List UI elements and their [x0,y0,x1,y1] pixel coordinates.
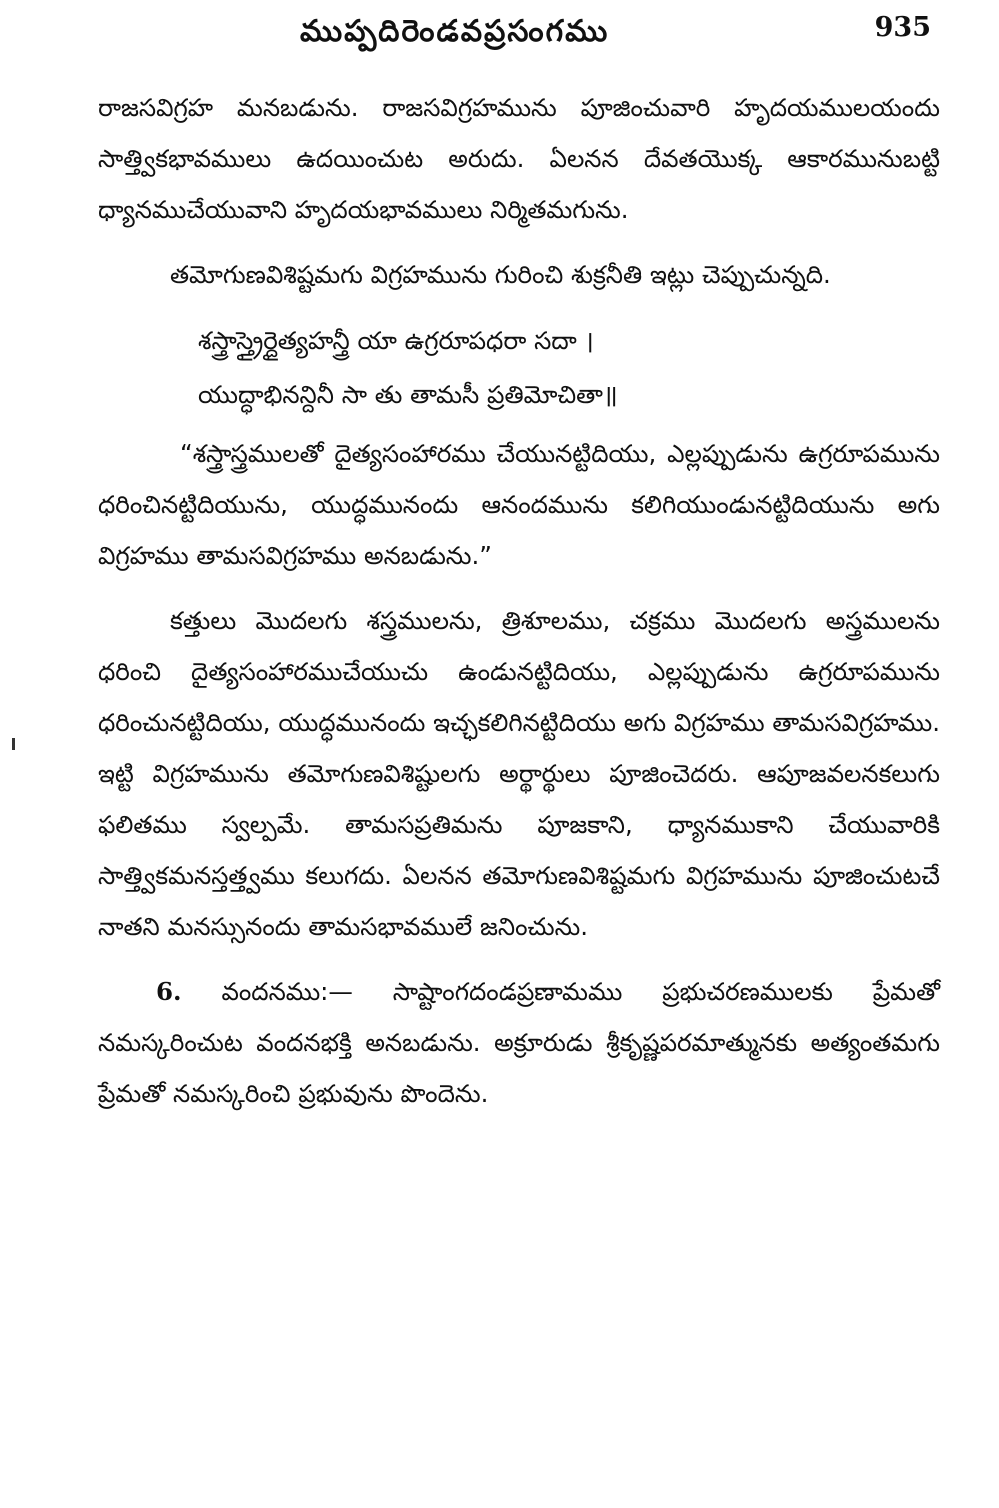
verse-line-2: యుద్ధాభినన్దినీ సా తు తామసీ ప్రతిమోచితా॥ [198,380,618,409]
verse-line-1: శస్త్రాస్త్రైర్దైత్యహన్త్రీ యా ఉగ్రరూపధరా సదా । [198,326,594,355]
section-text: వందనము:— సాష్టాంగదండప్రణామము ప్రభుచరణములకు ప్రేమతో నమస్కరించుట వందనభక్తి అనబడును. అక్రూరుడు శ్రీకృష్ణపరమాత్మునకు అత్యంతమగు ప్రేమతో నమస్కరించి ప్రభువును పొందెను. [98,977,940,1108]
page-body [98,82,940,1119]
running-head: ముప్పదిరెండవప్రసంగము [300,14,610,49]
page-number: 935 [874,12,931,43]
paragraph-rajasa-conclusion: రాజసవిగ్రహ మనబడును. రాజసవిగ్రహమును పూజించువారి హృదయములయందు సాత్త్వికభావములు ఉదయించుట అరుదు. ఏలనన దేవతయొక్క ఆకారమునుబట్టి ధ్యానముచేయువాని హృదయభావములు నిర్మితమగును. [98,93,940,224]
sanskrit-verse [98,314,940,422]
page-header [0,10,999,60]
section-number: 6. [156,977,182,1006]
margin-mark [12,738,15,750]
section-vandanamu [98,966,940,1119]
verse-translation-quote: “శస్త్రాస్త్రములతో దైత్యసంహారము చేయునట్టిదియు, ఎల్లప్పుడును ఉగ్రరూపమును ధరించినట్టిదియును, యుద్ధమునందు ఆనందమును కలిగియుండునట్టిదియును అగు విగ్రహము తామసవిగ్రహము అనబడును.” [98,439,940,570]
paragraph-tamasa-explanation: కత్తులు మొదలగు శస్త్రములను, త్రిశూలము, చక్రము మొదలగు అస్త్రములను ధరించి దైత్యసంహారముచేయుచు ఉండునట్టిదియు, ఎల్లప్పుడును ఉగ్రరూపమును ధరించునట్టిదియు, యుద్ధమునందు ఇచ్ఛకలిగినట్టిదియు అగు విగ్రహము తామసవిగ్రహము. ఇట్టి విగ్రహమును తమోగుణవిశిష్టులగు అర్థార్థులు పూజించెదరు. ఆపూజవలనకలుగు ఫలితము స్వల్పమే. తామసప్రతిమను పూజకాని, ధ్యానముకాని చేయువారికి సాత్త్వికమనస్తత్త్వము కలుగదు. ఏలనన తమోగుణవిశిష్టమగు విగ్రహమును పూజించుటచే నాతని మనస్సునందు తామసభావములే జనించును. [98,606,940,941]
paragraph-tamasa-intro: తమోగుణవిశిష్టమగు విగ్రహమును గురించి శుక్రనీతి ఇట్లు చెప్పుచున్నది. [170,260,831,289]
